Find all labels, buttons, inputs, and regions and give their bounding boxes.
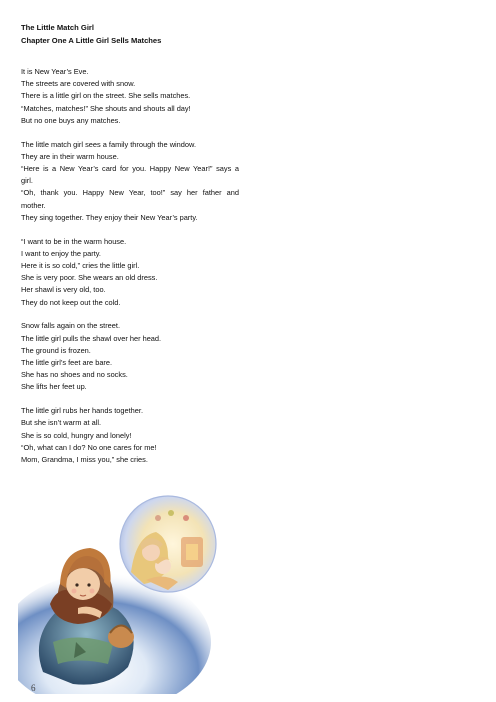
text-line: The little girl pulls the shawl over her head. [21,333,162,343]
text-line: The ground is frozen. [21,345,91,355]
dream-bubble [120,496,216,592]
paragraph [21,139,239,224]
text-line: Here it is so cold,” cries the little girl. [21,261,140,271]
text-line: She lifts her feet up. [21,382,87,392]
text-line: “Oh, what can I do? No one cares for me! [21,442,157,452]
text-line: They do not keep out the cold. [21,297,121,307]
page-number: 6 [31,683,36,693]
text-line: “Matches, matches!” She shouts and shouts all day! [21,103,191,113]
text-line: The little match girl sees a family through the window. [21,139,196,149]
text-line: mother. [21,200,46,210]
paragraph [21,66,239,127]
text-line: girl. [21,176,33,186]
text-line: “I want to be in the warm house. [21,236,127,246]
story-title: The Little Match Girl [21,23,94,32]
match-girl-illustration [18,492,218,694]
text-line: There is a little girl on the street. She sells matches. [21,91,191,101]
text-line: She is so cold, hungry and lonely! [21,430,132,440]
paragraph [21,405,239,466]
paragraph [21,320,239,393]
text-line: But no one buys any matches. [21,115,121,125]
chapter-title: Chapter One A Little Girl Sells Matches [21,35,162,45]
text-line: The little girl’s feet are bare. [21,358,113,368]
girl-figure [39,548,134,685]
text-line: But she isn’t warm at all. [21,418,102,428]
text-line: “Oh, thank you. Happy New Year, too!” say her father and [21,188,239,198]
text-line: The streets are covered with snow. [21,79,136,89]
text-line: They are in their warm house. [21,151,119,161]
text-line: Mom, Grandma, I miss you,” she cries. [21,455,148,465]
text-line: “Here is a New Year’s card for you. Happy New Year!” says a [21,164,239,174]
text-line: They sing together. They enjoy their New Year’s party. [21,212,198,222]
text-line: Her shawl is very old, too. [21,285,106,295]
text-line: She has no shoes and no socks. [21,370,128,380]
text-line: She is very poor. She wears an old dress. [21,273,158,283]
heading-block [21,22,161,47]
text-line: It is New Year’s Eve. [21,67,89,76]
text-line: I want to enjoy the party. [21,248,101,258]
story-text [21,66,239,478]
text-line: Snow falls again on the street. [21,321,121,331]
paragraph [21,236,239,309]
text-line: The little girl rubs her hands together. [21,406,144,416]
